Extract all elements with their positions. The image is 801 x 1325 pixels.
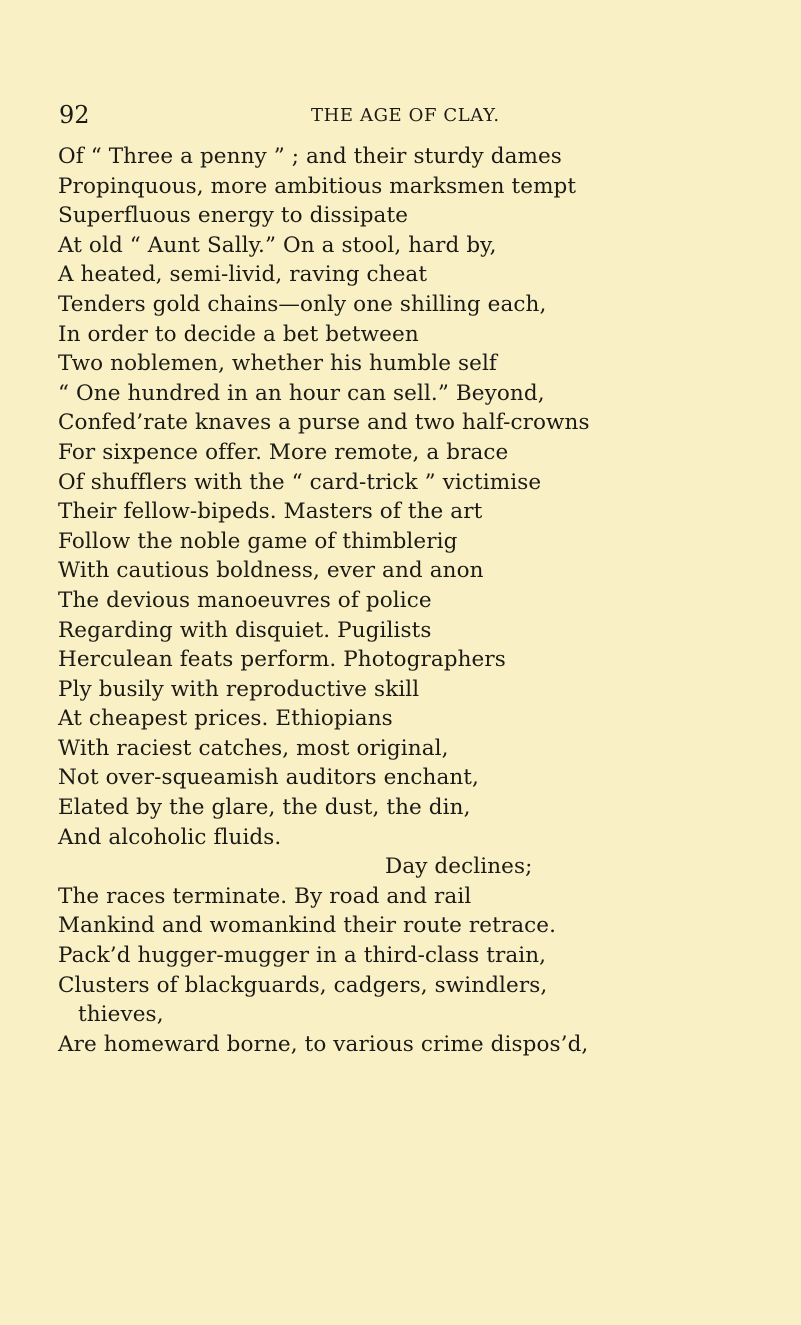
poem-line: In order to decide a bet between (58, 321, 419, 347)
poem-line: Pack’d hugger-mugger in a third-class train, (58, 943, 547, 969)
poem-line: Tenders gold chains—only one shilling each, (58, 291, 547, 317)
poem-text (58, 142, 800, 1059)
poem-line: “ One hundred in an hour can sell.” Beyond, (58, 380, 545, 406)
poem-line: Their fellow-bipeds. Masters of the art (58, 499, 483, 525)
poem-line-turnover: thieves, (78, 1002, 164, 1028)
poem-line: With cautious boldness, ever and anon (58, 558, 484, 584)
poem-line: Propinquous, more ambitious marksmen tempt (58, 173, 577, 199)
poem-line: Ply busily with reproductive skill (58, 676, 420, 702)
poem-line: Not over-squeamish auditors enchant, (58, 765, 479, 791)
poem-line: The devious manoeuvres of police (58, 587, 432, 613)
poem-line: Clusters of blackguards, cadgers, swindlers, (58, 972, 548, 998)
poem-line: And alcoholic fluids. (58, 824, 282, 850)
poem-line: Of “ Three a penny ” ; and their sturdy dames (58, 144, 562, 169)
poem-line: Two noblemen, whether his humble self (58, 351, 497, 377)
poem-line: Elated by the glare, the dust, the din, (58, 795, 471, 821)
poem-line: Confed’rate knaves a purse and two half-crowns (58, 410, 590, 436)
poem-line: Superfluous energy to dissipate (58, 203, 409, 229)
poem-line: Herculean feats perform. Photographers (58, 647, 506, 673)
poem-line: Of shufflers with the “ card-trick ” victimise (58, 469, 542, 495)
poem-line: Are homeward borne, to various crime dispos’d, (58, 1031, 589, 1057)
running-title: THE AGE OF CLAY. (311, 105, 500, 126)
poem-line-indented: Day declines; (385, 854, 533, 880)
poem-line: Mankind and womankind their route retrace. (58, 913, 557, 939)
poem-line: A heated, semi-livid, raving cheat (58, 262, 428, 288)
page-number: 92 (59, 101, 90, 129)
poem-line: Follow the noble game of thimblerig (58, 528, 458, 554)
poem-line: At old “ Aunt Sally.” On a stool, hard by, (58, 232, 497, 258)
page-header (0, 100, 801, 130)
poem-line: The races terminate. By road and rail (58, 883, 472, 909)
poem-line: For sixpence offer. More remote, a brace (58, 439, 509, 465)
poem-line: With raciest catches, most original, (58, 735, 449, 761)
poem-line: Regarding with disquiet. Pugilists (58, 617, 432, 643)
poem-line: At cheapest prices. Ethiopians (58, 706, 393, 732)
